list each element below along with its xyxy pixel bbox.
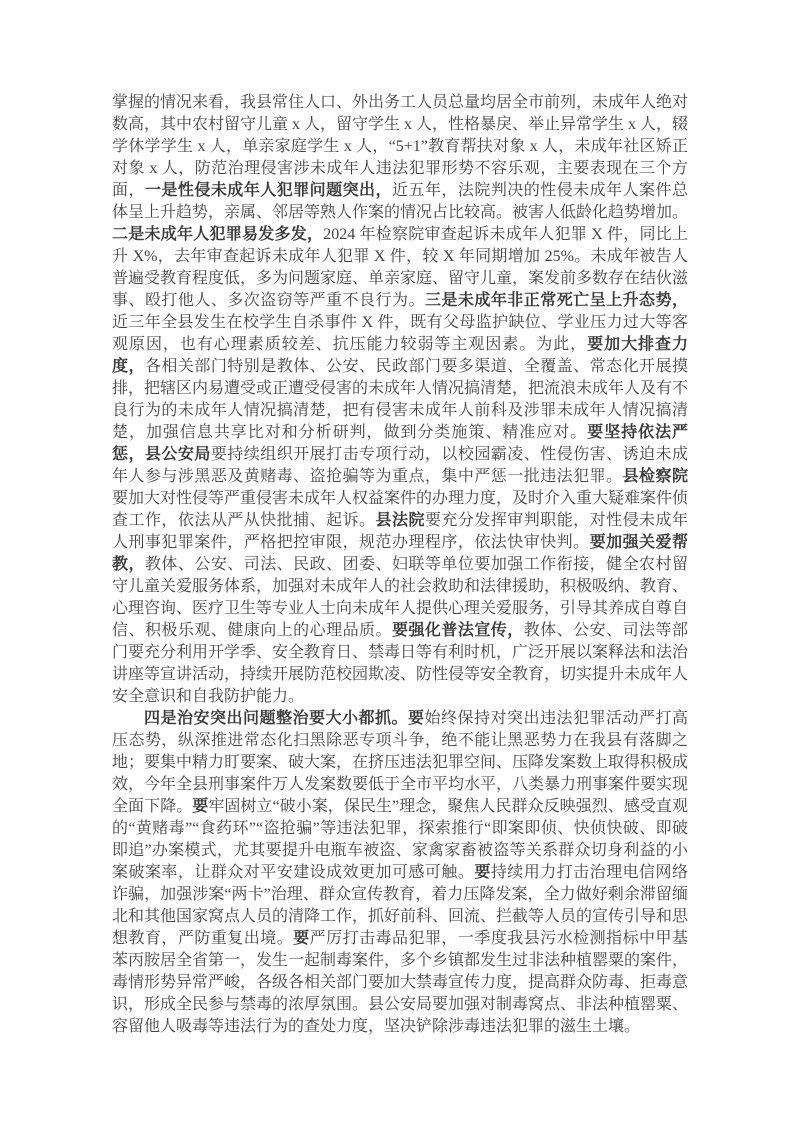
text-run: 始终保持对突出违法犯罪活动严打高压态势，纵深推进常态化扫黑除恶专项斗争，绝不能让黑恶势力在我县有落脚之地；要集中精力盯要案、破大案，在挤压违法犯罪空间、压降发案数上取得积极成效，今年全县刑事案件万人发案数要低于全市平均水平，八类暴力刑事案件要实现全面下降。	[112, 710, 689, 815]
bold-text-run: 要	[192, 798, 209, 815]
bold-text-run: 三是未成年非正常死亡呈上升态势，	[424, 292, 688, 309]
bold-text-run: 四是治安突出问题整治要大小都抓。要	[144, 710, 425, 727]
bold-text-run: 要坚持依法严惩，县公安局	[112, 424, 688, 463]
bold-text-run: 一是性侵未成年人犯罪问题突出，	[144, 182, 392, 199]
text-run: 要加大对性侵等严重侵害未成年人权益案件的办理力度，及时介入重大疑难案件侦查工作，依法从严从快批捕、起诉。	[112, 490, 689, 529]
bold-text-run: 要加大排查力度，	[112, 336, 688, 375]
text-run: 教体、公安、司法、民政、团委、妇联等单位要加强工作衔接，健全农村留守儿童关爱服务体系，加强对未成年人的社会救助和法律援助，积极吸纳、教育、心理咨询、医疗卫生等专业人士向未成年人提供心理关爱服务，引导其养成自尊自信、积极乐观、健康向上的心理品质。	[112, 556, 689, 639]
text-run: 近三年全县发生在校学生自杀事件 X 件，既有父母监护缺位、学业压力过大等客观原因，也有心理素质较差、抗压能力较弱等主观因素。为此，	[112, 314, 688, 353]
text-run: 要持续组织开展打击专项行动，以校园霸凌、性侵伤害、诱迫未成年人参与涉黑恶及黄赌毒、盗抢骗等为重点，集中严惩一批违法犯罪。	[112, 446, 688, 485]
bold-text-run: 二是未成年人犯罪易发多发，	[112, 226, 324, 243]
bold-text-run: 县法院	[375, 512, 425, 529]
bold-text-run: 要强化普法宣传，	[391, 622, 524, 639]
document-text	[112, 92, 688, 1038]
text-run: 2024 年检察院审查起诉未成年人犯罪 X 件，同比上升 X%，去年审查起诉未成年人犯罪 X 件，较 X 年同期增加 25%。未成年被告人普遍受教育程度低，多为问题家庭、单亲家庭、留守儿童，案发前多数存在结伙滋事、殴打他人、多次盗窃等严重不良行为。	[112, 226, 689, 309]
bold-text-run: 要	[474, 864, 491, 881]
text-run: 严厉打击毒品犯罪，一季度我县污水检测指标中甲基苯丙胺居全省第一，发生一起制毒案件，多个乡镇都发生过非法种植罂粟的案件，毒情形势异常严峻，各级各相关部门要加大禁毒宣传力度，提高群众防毒、拒毒意识，形成全民参与禁毒的浓厚氛围。县公安局要加强对制毒窝点、非法种植罂粟、容留他人吸毒等违法行为的查处力度，坚决铲除涉毒违法犯罪的滋生土壤。	[112, 930, 689, 1035]
text-run: 持续用力打击治理电信网络诈骗，加强涉案“两卡”治理、群众宣传教育，着力压降发案，全力做好剩余滞留缅北和其他国家窝点人员的清降工作，抓好前科、回流、拦截等人员的宣传引导和思想教育，严防重复出境。	[112, 864, 689, 947]
bold-text-run: 县检察院	[622, 468, 688, 485]
paragraph	[112, 92, 688, 708]
text-run: 教体、公安、司法等部门要充分利用开学季、安全教育日、禁毒日等有利时机，广泛开展以案释法和法治讲座等宣讲活动，持续开展防范校园欺凌、防性侵等安全教育，切实提升未成年人安全意识和自我防护能力。	[112, 622, 689, 705]
text-run: 牢固树立“破小案，保民生”理念，聚焦人民群众反映强烈、感受直观的“黄赌毒”“食药环”“盗抢骗”等违法犯罪，探索推行“即案即侦、快侦快破、即破即追”办案模式，尤其要提升电瓶车被盗、家禽家畜被盗等关系群众切身利益的小案破案率，让群众对平安建设成效更加可感可触。	[112, 798, 688, 881]
text-run: 要充分发挥审判职能，对性侵未成年人刑事犯罪案件，严格把控审限，规范办理程序，依法快审快判。	[112, 512, 688, 551]
paragraph	[112, 708, 688, 1038]
text-run: 近五年，法院判决的性侵未成年人案件总体呈上升趋势，亲属、邻居等熟人作案的情况占比较高。被害人低龄化趋势增加。	[112, 182, 689, 221]
bold-text-run: 要加强关爱帮教，	[112, 534, 688, 573]
text-run: 掌握的情况来看，我县常住人口、外出务工人员总量均居全市前列，未成年人绝对数高，其中农村留守儿童 x 人，留守学生 x 人，性格暴戾、举止异常学生 x 人，辍学休学学生 x 人，单亲家庭学生 x 人，“5+1”教育帮扶对象 x 人，未成年社区矫正对象 x 人，防范治理侵害涉未成年人违法犯罪形势不容乐观，主要表现在三个方面，	[112, 94, 689, 199]
bold-text-run: 要	[293, 930, 310, 947]
text-run: 各相关部门特别是教体、公安、民政部门要多渠道、全覆盖、常态化开展摸排，把辖区内易遭受或正遭受侵害的未成年人情况搞清楚，把流浪未成年人及有不良行为的未成年人情况搞清楚，把有侵害未成年人前科及涉罪未成年人情况搞清楚，加强信息共享比对和分析研判，做到分类施策、精准应对。	[112, 358, 689, 441]
